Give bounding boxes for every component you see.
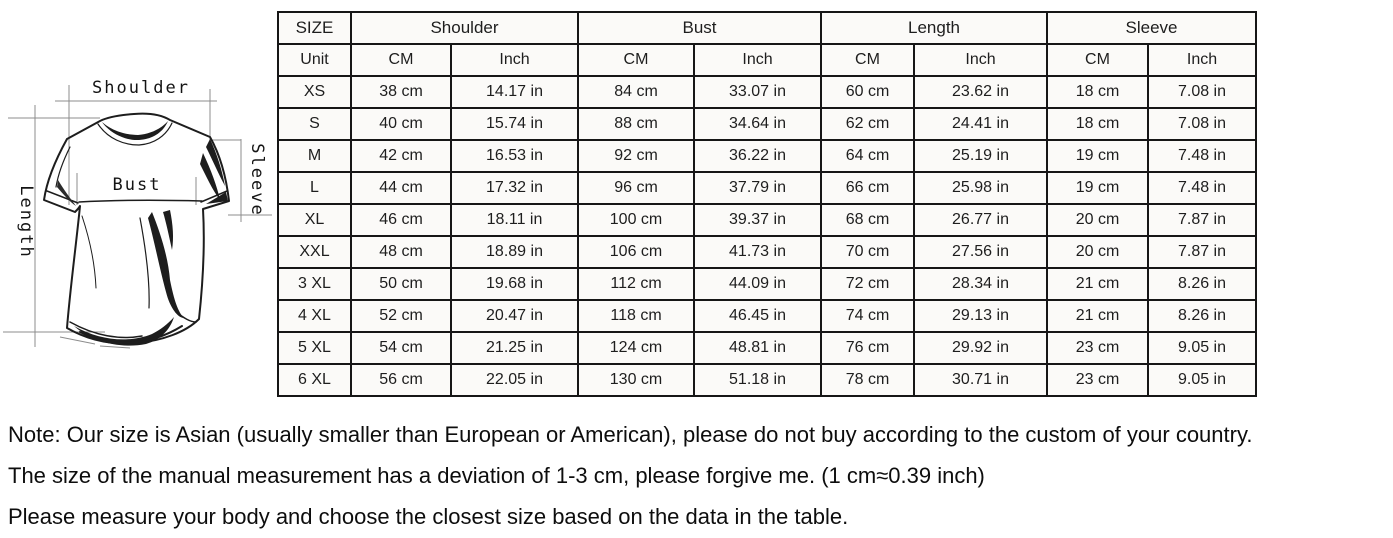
measurement-cell: 20 cm [1047, 204, 1148, 236]
measurement-cell: 21.25 in [451, 332, 578, 364]
size-label-cell: 4 XL [278, 300, 351, 332]
size-table-body [278, 76, 1256, 396]
table-row [278, 140, 1256, 172]
measurement-cell: 96 cm [578, 172, 694, 204]
table-row [278, 204, 1256, 236]
table-row [278, 332, 1256, 364]
measurement-cell: 7.48 in [1148, 172, 1256, 204]
tshirt-sketch [0, 60, 280, 400]
measurement-cell: 62 cm [821, 108, 914, 140]
measurement-cell: 38 cm [351, 76, 451, 108]
table-row [278, 108, 1256, 140]
measurement-cell: 28.34 in [914, 268, 1047, 300]
shoulder-diagram-label: Shoulder [92, 78, 190, 98]
unit-cell: Inch [451, 44, 578, 76]
measurement-cell: 54 cm [351, 332, 451, 364]
measurement-cell: 100 cm [578, 204, 694, 236]
measurement-cell: 46.45 in [694, 300, 821, 332]
measurement-cell: 52 cm [351, 300, 451, 332]
unit-cell: CM [821, 44, 914, 76]
unit-cell: CM [1047, 44, 1148, 76]
measurement-cell: 44 cm [351, 172, 451, 204]
size-label-cell: 5 XL [278, 332, 351, 364]
measurement-cell: 18.89 in [451, 236, 578, 268]
measurement-cell: 7.08 in [1148, 108, 1256, 140]
measurement-cell: 37.79 in [694, 172, 821, 204]
measurement-guides [3, 85, 272, 347]
measurement-cell: 39.37 in [694, 204, 821, 236]
measurement-cell: 14.17 in [451, 76, 578, 108]
header-bust: Bust [578, 12, 821, 44]
unit-cell: Inch [1148, 44, 1256, 76]
size-label-cell: XS [278, 76, 351, 108]
measurement-cell: 70 cm [821, 236, 914, 268]
size-table [277, 11, 1257, 397]
measurement-cell: 124 cm [578, 332, 694, 364]
unit-cell: Inch [694, 44, 821, 76]
table-row [278, 364, 1256, 396]
measurement-cell: 18 cm [1047, 108, 1148, 140]
size-label-cell: L [278, 172, 351, 204]
measurement-cell: 72 cm [821, 268, 914, 300]
measurement-cell: 130 cm [578, 364, 694, 396]
note-line: Note: Our size is Asian (usually smaller than European or American), please do not buy according to the custom of your country. [8, 422, 1253, 447]
measurement-cell: 34.64 in [694, 108, 821, 140]
measurement-cell: 8.26 in [1148, 300, 1256, 332]
measurement-cell: 9.05 in [1148, 332, 1256, 364]
measurement-cell: 48 cm [351, 236, 451, 268]
measurement-cell: 33.07 in [694, 76, 821, 108]
measurement-cell: 7.87 in [1148, 204, 1256, 236]
measurement-cell: 23.62 in [914, 76, 1047, 108]
tshirt-measurement-diagram [0, 60, 280, 400]
measurement-cell: 17.32 in [451, 172, 578, 204]
measurement-cell: 68 cm [821, 204, 914, 236]
measurement-cell: 92 cm [578, 140, 694, 172]
tshirt-outline [44, 114, 229, 348]
header-size: SIZE [278, 12, 351, 44]
measurement-cell: 44.09 in [694, 268, 821, 300]
measurement-cell: 25.98 in [914, 172, 1047, 204]
measurement-cell: 42 cm [351, 140, 451, 172]
measurement-cell: 51.18 in [694, 364, 821, 396]
table-row [278, 76, 1256, 108]
note-line: Please measure your body and choose the closest size based on the data in the table. [8, 504, 849, 529]
measurement-cell: 20 cm [1047, 236, 1148, 268]
measurement-cell: 40 cm [351, 108, 451, 140]
measurement-cell: 18.11 in [451, 204, 578, 236]
note-line: The size of the manual measurement has a deviation of 1-3 cm, please forgive me. (1 cm≈0.39 inch) [8, 463, 985, 488]
table-header-row [278, 12, 1256, 44]
table-row [278, 268, 1256, 300]
sleeve-diagram-label: Sleeve [247, 143, 267, 217]
unit-cell: Unit [278, 44, 351, 76]
bust-diagram-label: Bust [112, 175, 162, 195]
measurement-cell: 16.53 in [451, 140, 578, 172]
unit-cell: Inch [914, 44, 1047, 76]
measurement-cell: 66 cm [821, 172, 914, 204]
measurement-cell: 23 cm [1047, 332, 1148, 364]
header-shoulder: Shoulder [351, 12, 578, 44]
measurement-cell: 7.08 in [1148, 76, 1256, 108]
table-row [278, 300, 1256, 332]
measurement-cell: 106 cm [578, 236, 694, 268]
measurement-cell: 41.73 in [694, 236, 821, 268]
measurement-cell: 60 cm [821, 76, 914, 108]
unit-cell: CM [351, 44, 451, 76]
header-sleeve: Sleeve [1047, 12, 1256, 44]
size-label-cell: M [278, 140, 351, 172]
measurement-cell: 118 cm [578, 300, 694, 332]
unit-cell: CM [578, 44, 694, 76]
measurement-cell: 19.68 in [451, 268, 578, 300]
measurement-cell: 78 cm [821, 364, 914, 396]
measurement-cell: 25.19 in [914, 140, 1047, 172]
measurement-cell: 76 cm [821, 332, 914, 364]
table-unit-row [278, 44, 1256, 76]
size-label-cell: S [278, 108, 351, 140]
measurement-cell: 21 cm [1047, 300, 1148, 332]
measurement-cell: 30.71 in [914, 364, 1047, 396]
measurement-cell: 20.47 in [451, 300, 578, 332]
header-length: Length [821, 12, 1047, 44]
measurement-cell: 29.13 in [914, 300, 1047, 332]
size-label-cell: 6 XL [278, 364, 351, 396]
measurement-cell: 7.87 in [1148, 236, 1256, 268]
size-label-cell: XL [278, 204, 351, 236]
measurement-cell: 23 cm [1047, 364, 1148, 396]
measurement-cell: 112 cm [578, 268, 694, 300]
length-diagram-label: Length [16, 185, 36, 259]
measurement-cell: 21 cm [1047, 268, 1148, 300]
measurement-cell: 84 cm [578, 76, 694, 108]
measurement-cell: 64 cm [821, 140, 914, 172]
measurement-cell: 15.74 in [451, 108, 578, 140]
measurement-cell: 27.56 in [914, 236, 1047, 268]
measurement-cell: 19 cm [1047, 172, 1148, 204]
size-label-cell: 3 XL [278, 268, 351, 300]
measurement-cell: 24.41 in [914, 108, 1047, 140]
notes-section [8, 421, 1388, 538]
measurement-cell: 9.05 in [1148, 364, 1256, 396]
table-row [278, 236, 1256, 268]
measurement-cell: 74 cm [821, 300, 914, 332]
measurement-cell: 7.48 in [1148, 140, 1256, 172]
measurement-cell: 46 cm [351, 204, 451, 236]
measurement-cell: 36.22 in [694, 140, 821, 172]
measurement-cell: 8.26 in [1148, 268, 1256, 300]
size-label-cell: XXL [278, 236, 351, 268]
measurement-cell: 19 cm [1047, 140, 1148, 172]
measurement-cell: 22.05 in [451, 364, 578, 396]
measurement-cell: 26.77 in [914, 204, 1047, 236]
measurement-cell: 18 cm [1047, 76, 1148, 108]
measurement-cell: 56 cm [351, 364, 451, 396]
measurement-cell: 88 cm [578, 108, 694, 140]
measurement-cell: 29.92 in [914, 332, 1047, 364]
measurement-cell: 50 cm [351, 268, 451, 300]
table-row [278, 172, 1256, 204]
measurement-cell: 48.81 in [694, 332, 821, 364]
